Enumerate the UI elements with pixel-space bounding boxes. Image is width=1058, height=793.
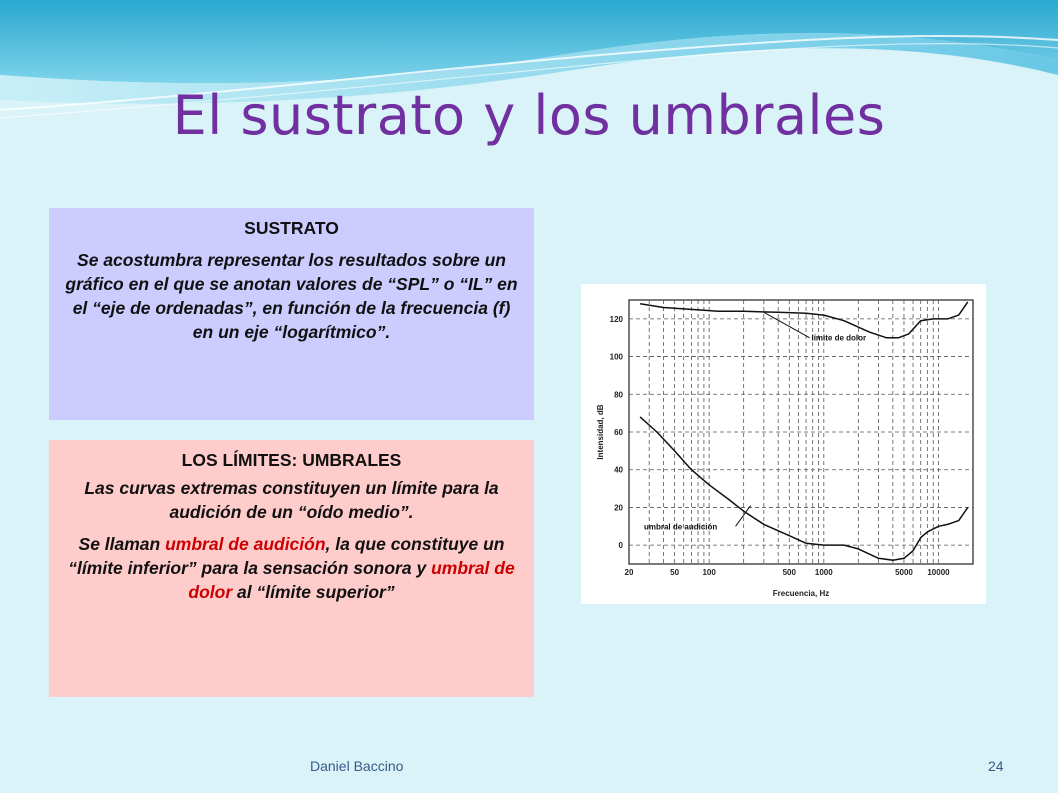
sustrato-box xyxy=(49,208,534,420)
x-tick-label: 500 xyxy=(782,568,796,577)
limite-dolor-leader xyxy=(764,312,810,337)
umbral-audicion-highlight: umbral de audición xyxy=(165,534,326,554)
limites-text-a: Se llaman xyxy=(78,534,166,554)
limites-paragraph-1: Las curvas extremas constituyen un límite para la audición de un “oído medio”. xyxy=(84,478,499,522)
chart-svg xyxy=(581,284,986,604)
x-axis-label: Frecuencia, Hz xyxy=(772,589,830,598)
x-tick-label: 100 xyxy=(702,568,716,577)
y-tick-label: 0 xyxy=(618,541,623,551)
umbral-audicion-leader xyxy=(736,506,751,527)
footer-author: Daniel Baccino xyxy=(310,758,404,774)
umbral-audicion-label: umbral de audición xyxy=(643,522,718,532)
limites-box xyxy=(49,440,534,697)
umbral-dolor-highlight: umbral de dolor xyxy=(188,558,515,602)
limites-paragraph-2 xyxy=(61,532,522,604)
x-tick-label: 20 xyxy=(624,568,634,577)
x-tick-label: 10000 xyxy=(927,568,950,577)
y-tick-label: 80 xyxy=(614,390,623,400)
sustrato-text: Se acostumbra representar los resultados sobre un gráfico en el que se anotan valores de “SPL” o “IL” en el “eje de ordenadas”, en función de la frecuencia (f) en un eje “logarítmico”. xyxy=(65,250,518,342)
hearing-threshold-chart xyxy=(581,284,986,604)
limites-text-b: , la que constituye un “límite inferior” para la sensación sonora y xyxy=(68,534,505,578)
limite-dolor-line xyxy=(640,302,968,338)
slide-title: El sustrato y los umbrales xyxy=(172,84,886,147)
y-tick-label: 120 xyxy=(609,314,623,324)
y-tick-label: 60 xyxy=(614,428,623,437)
x-tick-label: 50 xyxy=(670,568,680,577)
limites-heading: LOS LÍMITES: UMBRALES xyxy=(181,450,402,470)
page-number: 24 xyxy=(988,758,1004,774)
x-tick-label: 1000 xyxy=(814,568,833,577)
limite-dolor-label: límite de dolor xyxy=(811,333,867,343)
sustrato-heading: SUSTRATO xyxy=(244,218,339,238)
x-tick-label: 5000 xyxy=(895,568,913,577)
y-tick-label: 20 xyxy=(614,503,623,513)
y-axis-label: Intensidad, dB xyxy=(596,404,605,460)
y-tick-label: 40 xyxy=(614,465,623,475)
limites-text-c: al “límite superior” xyxy=(232,582,395,602)
y-tick-label: 100 xyxy=(609,352,623,362)
umbral-audicion-line xyxy=(640,417,968,560)
